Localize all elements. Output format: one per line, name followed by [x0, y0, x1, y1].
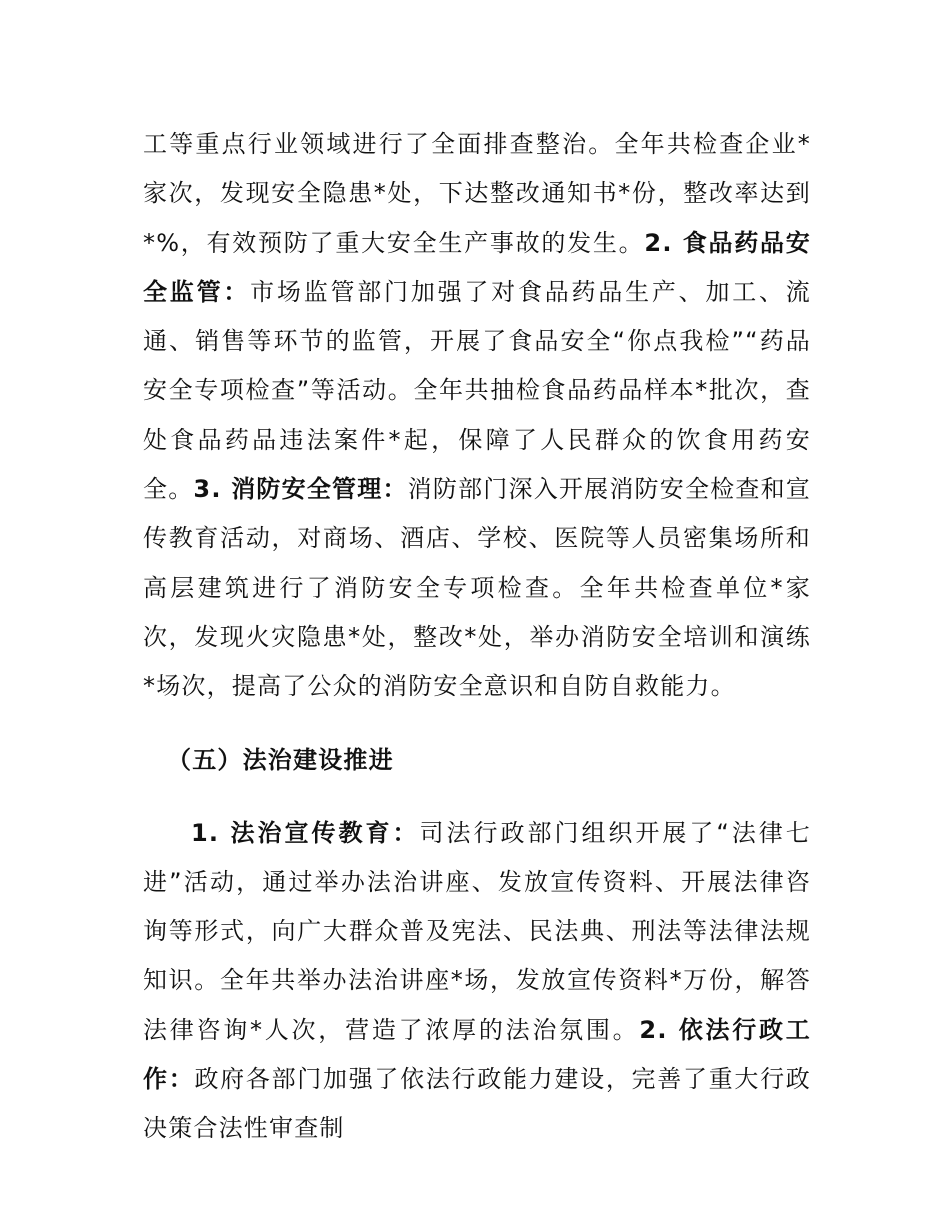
paragraph-text: 消防部门深入开展消防安全检查和宣传教育活动，对商场、酒店、学校、医院等人员密集场所和高层建筑进行了消防安全专项检查。全年共检查单位*家次，发现火灾隐患*处，整改*处，举办消防安全培训和演练*场次，提高了公众的消防安全意识和自防自救能力。: [143, 475, 812, 701]
document-page: [143, 120, 811, 1154]
paragraph-text: 政府各部门加强了依法行政能力建设，完善了重大行政决策合法性审查制: [143, 1065, 811, 1143]
item-title-food-drug: 2. 食品药品安全监管：: [143, 228, 811, 306]
item-title-lawful-administration: 2. 依法行政工作：: [143, 1015, 811, 1094]
paragraph-text: 市场监管部门加强了对食品药品生产、加工、流通、销售等环节的监管，开展了食品安全“你点我检”“药品安全专项检查”等活动。全年共抽检食品药品样本*批次，查处食品药品违法案件*起，保障了人民群众的饮食用药安全。: [143, 277, 811, 504]
section-heading: （五）法治建设推进: [167, 745, 394, 774]
paragraph-text: 工等重点行业领域进行了全面排查整治。全年共检查企业*家次，发现安全隐患*处，下达整改通知书*份，整改率达到*%，有效预防了重大安全生产事故的发生。: [143, 130, 811, 257]
item-title-legal-education: 1. 法治宣传教育：: [191, 818, 420, 847]
item-title-fire-safety: 3. 消防安全管理：: [193, 475, 408, 504]
rule-of-law-paragraph: [143, 809, 811, 1154]
paragraph-text: 司法行政部门组织开展了“法律七进”活动，通过举办法治讲座、发放宣传资料、开展法律咨询等形式，向广大群众普及宪法、民法典、刑法等法律法规知识。全年共举办法治讲座*场，发放宣传资料*万份，解答法律咨询*人次，营造了浓厚的法治氛围。: [143, 818, 811, 1044]
safety-paragraph: [143, 120, 811, 712]
